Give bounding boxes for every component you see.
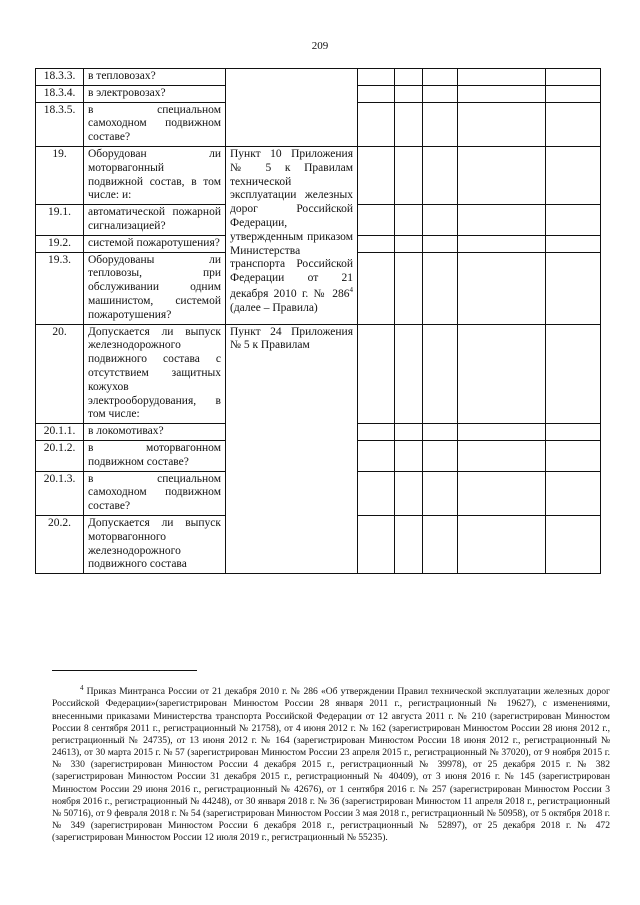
legal-basis-cell	[226, 69, 358, 147]
legal-basis-text-tail: (далее – Правила)	[230, 301, 318, 314]
answer-no-cell[interactable]	[395, 252, 423, 324]
extra-cell[interactable]	[546, 424, 601, 441]
row-number: 18.3.4.	[36, 85, 84, 102]
extra-cell[interactable]	[546, 205, 601, 236]
remark-cell[interactable]	[458, 424, 546, 441]
answer-yes-cell[interactable]	[358, 440, 395, 471]
answer-na-cell[interactable]	[423, 205, 458, 236]
question-text: в тепловозах?	[84, 69, 226, 86]
answer-yes-cell[interactable]	[358, 424, 395, 441]
answer-na-cell[interactable]	[423, 69, 458, 86]
remark-cell[interactable]	[458, 69, 546, 86]
answer-na-cell[interactable]	[423, 515, 458, 573]
legal-basis-cell	[226, 146, 358, 324]
row-number: 20.1.3.	[36, 471, 84, 515]
question-text: Допускается ли выпуск моторвагонного железнодорожного подвижного состава	[84, 515, 226, 573]
extra-cell[interactable]	[546, 252, 601, 324]
answer-yes-cell[interactable]	[358, 235, 395, 252]
remark-cell[interactable]	[458, 440, 546, 471]
answer-no-cell[interactable]	[395, 424, 423, 441]
answer-yes-cell[interactable]	[358, 471, 395, 515]
checklist-table	[35, 68, 601, 574]
answer-na-cell[interactable]	[423, 85, 458, 102]
footnote-text: Приказ Минтранса России от 21 декабря 2010 г. № 286 «Об утверждении Правил технической эксплуатации железных дорог Российской Федерации»(зарегистрирован Минюстом России 28 января 2011 г., регистрационный № 19627), с изменениями, внесенными приказами Министерства транспорта Российской Федерации от 12 августа 2011 г. № 210 (зарегистрирован Минюстом России 8 сентября 2011 г., регистрационный № 21758), от 4 июня 2012 г. № 162 (зарегистрирован Минюстом России 28 июня 2012 г., регистрационный № 24735), от 13 июня 2012 г. № 164 (зарегистрирован Минюстом России 18 июня 2012 г., регистрационный № 24613), от 30 марта 2015 г. № 57 (зарегистрирован Минюстом России 23 апреля 2015 г., регистрационный № 37020), от 9 ноября 2015 г. № 330 (зарегистрирован Минюстом России 4 декабря 2015 г., регистрационный № 39978), от 25 декабря 2015 г. № 382 (зарегистрирован Минюстом России 31 декабря 2015 г., регистрационный № 40409), от 3 июня 2016 г. № 145 (зарегистрирован Минюстом России 29 июня 2016 г., регистрационный № 42676), от 1 сентября 2016 г. № 257 (зарегистрирован Минюстом России 3 ноября 2016 г., регистрационный № 44248), от 30 января 2018 г. № 36 (зарегистрирован Минюстом 11 апреля 2018 г., регистрационный № 50716), от 9 февраля 2018 г. № 54 (зарегистрирован Минюстом России 3 мая 2018 г., регистрационный № 50958), от 5 октября 2018 г. № 349 (зарегистрирован Минюстом России 6 декабря 2018 г., регистрационный № 52897), от 25 декабря 2018 г. № 472 (зарегистрирован Минюстом России 12 июля 2019 г., регистрационный № 55235).	[52, 686, 610, 844]
answer-yes-cell[interactable]	[358, 146, 395, 204]
answer-yes-cell[interactable]	[358, 515, 395, 573]
question-text: в специальном самоходном подвижном составе?	[84, 471, 226, 515]
remark-cell[interactable]	[458, 252, 546, 324]
remark-cell[interactable]	[458, 85, 546, 102]
answer-na-cell[interactable]	[423, 235, 458, 252]
answer-no-cell[interactable]	[395, 146, 423, 204]
extra-cell[interactable]	[546, 146, 601, 204]
answer-yes-cell[interactable]	[358, 85, 395, 102]
remark-cell[interactable]	[458, 515, 546, 573]
row-number: 18.3.3.	[36, 69, 84, 86]
footnote	[52, 684, 610, 844]
remark-cell[interactable]	[458, 324, 546, 424]
answer-na-cell[interactable]	[423, 102, 458, 146]
question-text: автоматической пожарной сигнализацией?	[84, 205, 226, 236]
row-number: 20.1.2.	[36, 440, 84, 471]
answer-yes-cell[interactable]	[358, 69, 395, 86]
table-row	[36, 69, 601, 86]
answer-no-cell[interactable]	[395, 440, 423, 471]
extra-cell[interactable]	[546, 69, 601, 86]
table-row	[36, 146, 601, 204]
row-number: 20.1.1.	[36, 424, 84, 441]
answer-no-cell[interactable]	[395, 205, 423, 236]
answer-no-cell[interactable]	[395, 85, 423, 102]
question-text: в специальном самоходном подвижном составе?	[84, 102, 226, 146]
remark-cell[interactable]	[458, 102, 546, 146]
row-number: 19.	[36, 146, 84, 204]
remark-cell[interactable]	[458, 235, 546, 252]
answer-yes-cell[interactable]	[358, 252, 395, 324]
remark-cell[interactable]	[458, 146, 546, 204]
question-text: системой пожаротушения?	[84, 235, 226, 252]
answer-no-cell[interactable]	[395, 69, 423, 86]
row-number: 18.3.5.	[36, 102, 84, 146]
footnote-separator	[52, 670, 197, 671]
legal-basis-cell	[226, 324, 358, 574]
answer-na-cell[interactable]	[423, 252, 458, 324]
page-number: 209	[311, 40, 329, 52]
answer-no-cell[interactable]	[395, 471, 423, 515]
answer-na-cell[interactable]	[423, 146, 458, 204]
question-text: в локомотивах?	[84, 424, 226, 441]
answer-no-cell[interactable]	[395, 515, 423, 573]
answer-yes-cell[interactable]	[358, 205, 395, 236]
remark-cell[interactable]	[458, 471, 546, 515]
question-text: Оборудованы ли тепловозы, при обслуживании одним машинистом, системой пожаротушения?	[84, 252, 226, 324]
extra-cell[interactable]	[546, 85, 601, 102]
answer-na-cell[interactable]	[423, 440, 458, 471]
row-number: 20.2.	[36, 515, 84, 573]
row-number: 20.	[36, 324, 84, 424]
row-number: 19.2.	[36, 235, 84, 252]
extra-cell[interactable]	[546, 102, 601, 146]
question-text: в моторвагонном подвижном составе?	[84, 440, 226, 471]
legal-basis-text: Пункт 24 Приложения № 5 к Правилам	[230, 325, 353, 352]
extra-cell[interactable]	[546, 235, 601, 252]
question-text: Оборудован ли моторвагонный подвижной состав, в том числе: и:	[84, 146, 226, 204]
table-row	[36, 324, 601, 424]
answer-na-cell[interactable]	[423, 324, 458, 424]
extra-cell[interactable]	[546, 440, 601, 471]
answer-no-cell[interactable]	[395, 324, 423, 424]
answer-na-cell[interactable]	[423, 424, 458, 441]
answer-no-cell[interactable]	[395, 102, 423, 146]
remark-cell[interactable]	[458, 205, 546, 236]
footnote-marker: 4	[349, 285, 353, 294]
question-text: в электровозах?	[84, 85, 226, 102]
answer-na-cell[interactable]	[423, 471, 458, 515]
extra-cell[interactable]	[546, 324, 601, 424]
answer-yes-cell[interactable]	[358, 102, 395, 146]
extra-cell[interactable]	[546, 515, 601, 573]
row-number: 19.1.	[36, 205, 84, 236]
footnote-marker: 4	[80, 684, 84, 692]
extra-cell[interactable]	[546, 471, 601, 515]
row-number: 19.3.	[36, 252, 84, 324]
legal-basis-text: Пункт 10 Приложения № 5 к Правилам технической эксплуатации железных дорог Российской Федерации, утвержденным приказом Министерства транспорта Российской Федерации от 21 декабря 2010 г. № 286	[230, 147, 353, 300]
question-text: Допускается ли выпуск железнодорожного подвижного состава с отсутствием защитных кожухов электрооборудования, в том числе:	[84, 324, 226, 424]
answer-yes-cell[interactable]	[358, 324, 395, 424]
answer-no-cell[interactable]	[395, 235, 423, 252]
